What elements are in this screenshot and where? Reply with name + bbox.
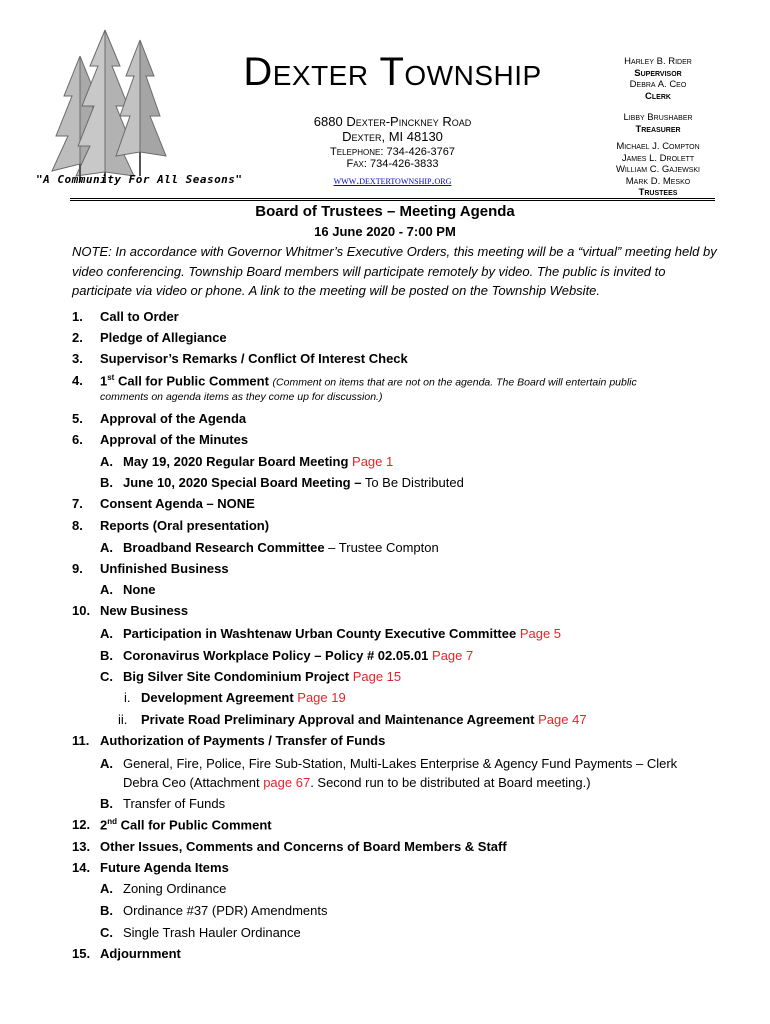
subitem-may-minutes: May 19, 2020 Regular Board Meeting Page 1 [123, 454, 394, 469]
subitem-fund-payments-cont: Debra Ceo (Attachment page 67. Second run to be distributed at Board meeting.) [123, 775, 591, 790]
item-number: 5. [72, 411, 83, 426]
sub-letter: B. [100, 796, 113, 811]
subitem-broadband: Broadband Research Committee – Trustee Compton [123, 540, 439, 555]
item-public-comment-2: 2nd Call for Public Comment [100, 817, 272, 833]
treasurer-name: Libby Brushaber [623, 112, 693, 123]
item-approval-agenda: Approval of the Agenda [100, 411, 247, 426]
address-line1: 6880 Dexter-Pinckney Road [313, 114, 472, 129]
item-other-issues: Other Issues, Comments and Concerns of Board Members & Staff [100, 839, 507, 854]
item-number: 6. [72, 432, 83, 447]
sub-letter: A. [100, 756, 113, 771]
subitem-big-silver: Big Silver Site Condominium Project Page 15 [123, 669, 402, 684]
sub-letter: B. [100, 903, 113, 918]
item-number: 4. [72, 373, 83, 388]
supervisor-name: Harley B. Rider [624, 56, 692, 67]
header-divider [70, 198, 715, 201]
item-number: 13. [72, 839, 91, 854]
township-motto: "A Community For All Seasons" [36, 173, 243, 186]
trustee-name: Michael J. Compton [616, 141, 700, 152]
page-link: Page 15 [349, 669, 402, 684]
item-future-agenda: Future Agenda Items [100, 860, 229, 875]
item-number: 14. [72, 860, 91, 875]
telephone: Telephone: 734-426-3767 [330, 146, 455, 158]
address-line2: Dexter, MI 48130 [342, 129, 443, 144]
sub-letter: B. [100, 648, 113, 663]
page-link: Page 19 [293, 690, 346, 705]
subitem-zoning: Zoning Ordinance [123, 881, 227, 896]
item-number: 3. [72, 351, 83, 366]
sub-letter: A. [100, 540, 113, 555]
subitem-transfer-funds: Transfer of Funds [123, 796, 226, 811]
subitem-coronavirus-policy: Coronavirus Workplace Policy – Policy # 02.05.01 Page 7 [123, 648, 474, 663]
agenda-title: Board of Trustees – Meeting Agenda [255, 203, 515, 220]
page-link: page 67 [263, 775, 311, 790]
subitem-june-minutes: June 10, 2020 Special Board Meeting – To Be Distributed [123, 475, 464, 490]
sub-roman: i. [124, 690, 131, 705]
item-number: 11. [72, 733, 90, 748]
item-supervisor-remarks: Supervisor’s Remarks / Conflict Of Interest Check [100, 351, 408, 366]
sub-letter: C. [100, 669, 113, 684]
subitem-fund-payments: General, Fire, Police, Fire Sub-Station, Multi-Lakes Enterprise & Agency Fund Payments – Clerk [123, 756, 678, 771]
item-authorization-payments: Authorization of Payments / Transfer of Funds [100, 733, 386, 748]
sub-roman: ii. [118, 712, 128, 727]
subitem-ordinance-37: Ordinance #37 (PDR) Amendments [123, 903, 328, 918]
item-number: 7. [72, 496, 83, 511]
page-link: Page 7 [428, 648, 474, 663]
meeting-date: 16 June 2020 - 7:00 PM [314, 224, 456, 239]
item-approval-minutes: Approval of the Minutes [100, 432, 249, 447]
trustee-name: Mark D. Mesko [625, 175, 691, 187]
fax: Fax: 734-426-3833 [346, 158, 439, 170]
sub-letter: C. [100, 925, 113, 940]
page-link: Page 5 [516, 626, 562, 641]
item-adjournment: Adjournment [100, 946, 181, 961]
item-number: 9. [72, 561, 83, 576]
pine-trees-logo [50, 26, 170, 184]
supervisor-role: Supervisor [634, 67, 682, 79]
item-public-comment-1: 1st Call for Public Comment (Comment on items that are not on the agenda. The Board will entertain public [100, 373, 637, 389]
org-title: Dexter Township [243, 50, 542, 94]
item-call-to-order: Call to Order [100, 309, 179, 324]
item-number: 1. [72, 309, 83, 324]
subitem-urban-county: Participation in Washtenaw Urban County Executive Committee Page 5 [123, 626, 562, 641]
item-number: 2. [72, 330, 83, 345]
trustees-role: Trustees [638, 187, 678, 198]
clerk-role: Clerk [645, 90, 671, 102]
item-reports: Reports (Oral presentation) [100, 518, 270, 533]
page-link: Page 1 [348, 454, 394, 469]
treasurer-role: Treasurer [635, 123, 681, 135]
sub-letter: A. [100, 881, 113, 896]
subitem-none: None [123, 582, 156, 597]
virtual-meeting-note: NOTE: In accordance with Governor Whitmer’s Executive Orders, this meeting will be a “virtual” meeting held by video conferencing. Township Board members will participate remotely by video. The public is invited to participate via video or phone. A link to the meeting will be posted on the Township Website. [72, 244, 717, 298]
subitem-trash-hauler: Single Trash Hauler Ordinance [123, 925, 301, 940]
item-number: 15. [72, 946, 91, 961]
officers-list [592, 56, 724, 199]
item-unfinished-business: Unfinished Business [100, 561, 229, 576]
sub-letter: A. [100, 454, 113, 469]
item-number: 12. [72, 817, 91, 832]
subitem-development-agreement: Development Agreement Page 19 [141, 690, 346, 705]
item-number: 8. [72, 518, 83, 533]
item-consent-agenda: Consent Agenda – NONE [100, 496, 255, 511]
page-link: Page 47 [534, 712, 587, 727]
item-number: 10. [72, 603, 91, 618]
subitem-private-road: Private Road Preliminary Approval and Maintenance Agreement Page 47 [141, 712, 587, 727]
item-new-business: New Business [100, 603, 189, 618]
item-public-comment-1-note: comments on agenda items as they come up for discussion.) [100, 391, 383, 403]
sub-letter: A. [100, 626, 113, 641]
trustee-name: William C. Gajewski [615, 164, 701, 175]
item-pledge: Pledge of Allegiance [100, 330, 227, 345]
sub-letter: A. [100, 582, 113, 597]
trustee-name: James L. Drolett [621, 152, 695, 164]
clerk-name: Debra A. Ceo [629, 79, 687, 90]
website-link[interactable]: www.dextertownship.org [333, 173, 452, 187]
sub-letter: B. [100, 475, 113, 490]
